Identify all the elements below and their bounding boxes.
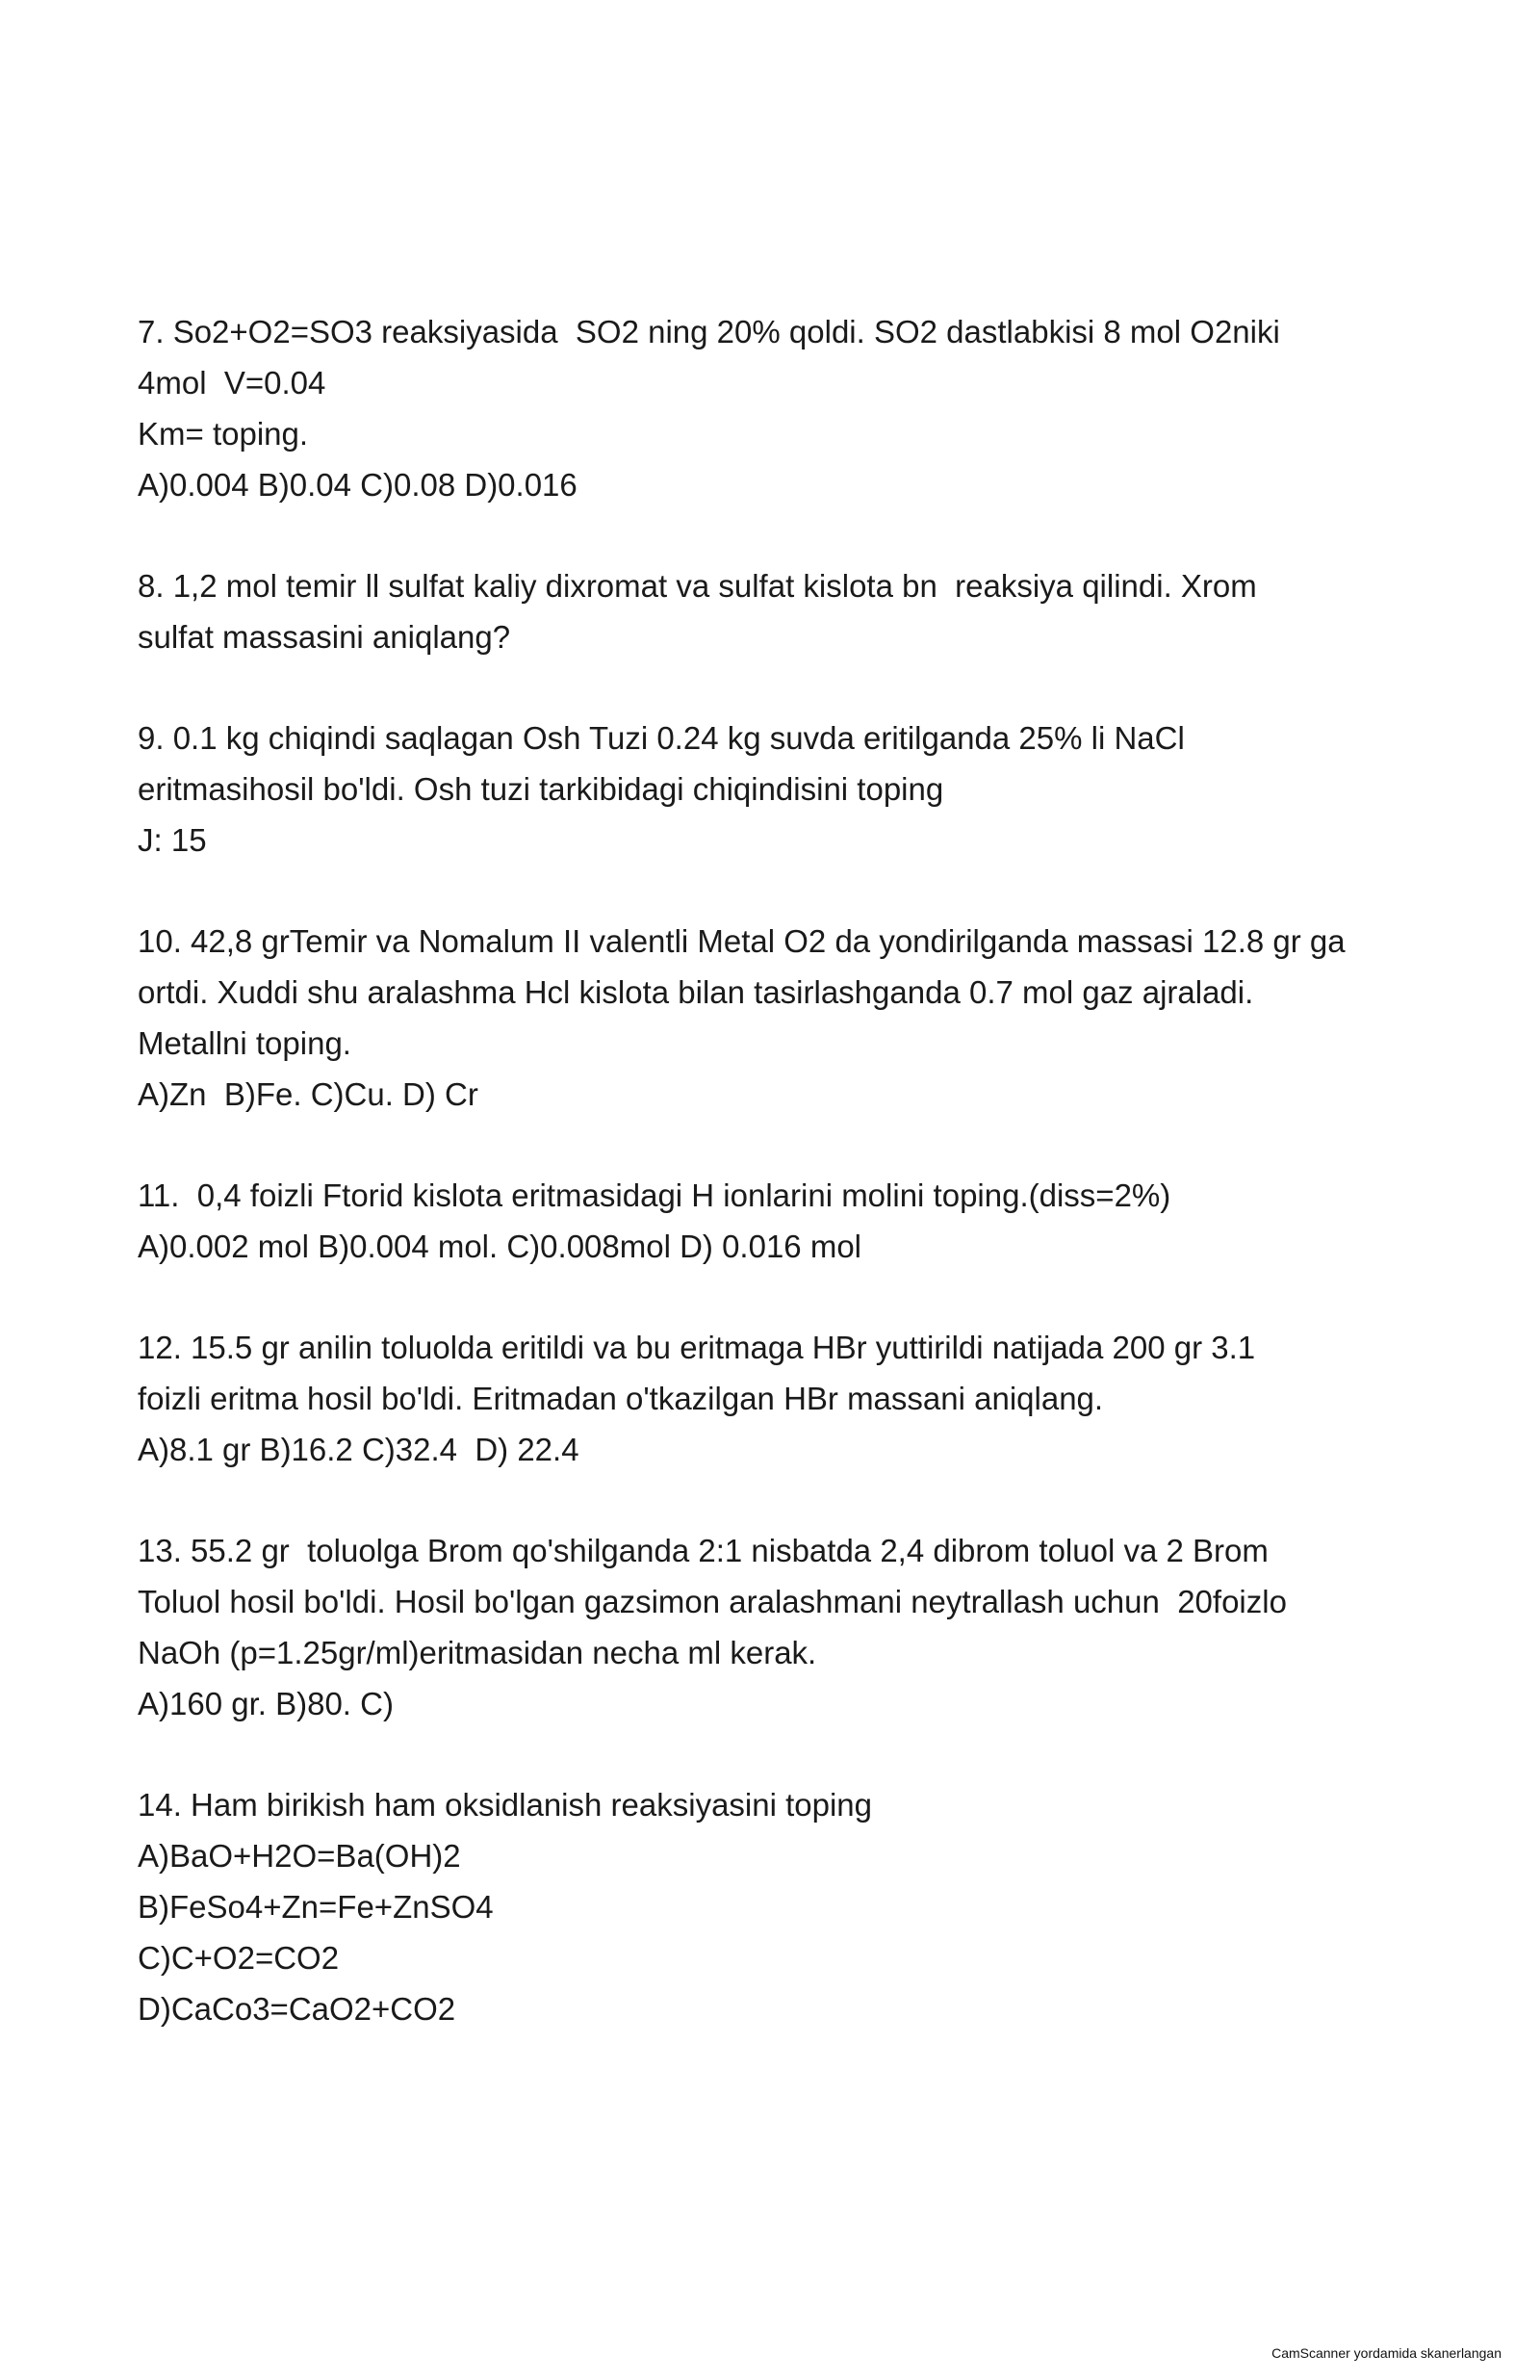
question-line: 13. 55.2 gr toluolga Brom qo'shilganda 2:1 nisbatda 2,4 dibrom toluol va 2 Brom [138, 1533, 1269, 1568]
answer-option-b: B)FeSo4+Zn=Fe+ZnSO4 [138, 1889, 494, 1925]
question-line: eritmasihosil bo'ldi. Osh tuzi tarkibidagi chiqindisini toping [138, 771, 944, 807]
question-10 [138, 916, 1418, 1120]
question-line: 12. 15.5 gr anilin toluolda eritildi va bu eritmaga HBr yuttirildi natijada 200 gr 3.1 [138, 1330, 1256, 1365]
answer-option-d: D)CaCo3=CaO2+CO2 [138, 1991, 456, 2027]
answer-line: J: 15 [138, 822, 207, 858]
question-line: 10. 42,8 grTemir va Nomalum II valentli Metal O2 da yondirilganda massasi 12.8 gr ga [138, 923, 1346, 959]
answer-option-a: A)BaO+H2O=Ba(OH)2 [138, 1838, 461, 1874]
question-8 [138, 560, 1418, 662]
question-line: 7. So2+O2=SO3 reaksiyasida SO2 ning 20% qoldi. SO2 dastlabkisi 8 mol O2niki [138, 314, 1280, 349]
question-line: Km= toping. [138, 416, 309, 452]
question-line: 9. 0.1 kg chiqindi saqlagan Osh Tuzi 0.24 kg suvda eritilganda 25% li NaCl [138, 720, 1185, 756]
question-9 [138, 712, 1418, 866]
question-line: 8. 1,2 mol temir ll sulfat kaliy dixromat va sulfat kislota bn reaksiya qilindi. Xrom [138, 568, 1257, 604]
answer-options: A)0.004 B)0.04 C)0.08 D)0.016 [138, 467, 578, 503]
question-line: 14. Ham birikish ham oksidlanish reaksiyasini toping [138, 1787, 873, 1823]
question-11 [138, 1170, 1418, 1272]
question-line: Metallni toping. [138, 1025, 351, 1061]
question-line: 4mol V=0.04 [138, 365, 326, 401]
answer-options: A)0.002 mol B)0.004 mol. C)0.008mol D) 0.016 mol [138, 1229, 862, 1264]
answer-options: A)Zn B)Fe. C)Cu. D) Cr [138, 1076, 478, 1112]
answer-options: A)8.1 gr B)16.2 C)32.4 D) 22.4 [138, 1432, 579, 1467]
question-line: NaOh (p=1.25gr/ml)eritmasidan necha ml kerak. [138, 1635, 817, 1670]
question-7 [138, 306, 1418, 510]
question-line: 11. 0,4 foizli Ftorid kislota eritmasidagi H ionlarini molini toping.(diss=2%) [138, 1177, 1171, 1213]
answer-options: A)160 gr. B)80. C) [138, 1686, 394, 1721]
question-13 [138, 1525, 1418, 1729]
question-12 [138, 1322, 1418, 1475]
question-list [138, 306, 1418, 2084]
question-line: sulfat massasini aniqlang? [138, 619, 511, 655]
question-line: ortdi. Xuddi shu aralashma Hcl kislota bilan tasirlashganda 0.7 mol gaz ajraladi. [138, 974, 1254, 1010]
scanner-watermark: CamScanner yordamida skanerlangan [1271, 2345, 1502, 2361]
question-line: foizli eritma hosil bo'ldi. Eritmadan o'tkazilgan HBr massani aniqlang. [138, 1381, 1104, 1416]
answer-option-c: C)C+O2=CO2 [138, 1940, 340, 1976]
question-14 [138, 1779, 1418, 2034]
question-line: Toluol hosil bo'ldi. Hosil bo'lgan gazsimon aralashmani neytrallash uchun 20foizlo [138, 1584, 1287, 1619]
